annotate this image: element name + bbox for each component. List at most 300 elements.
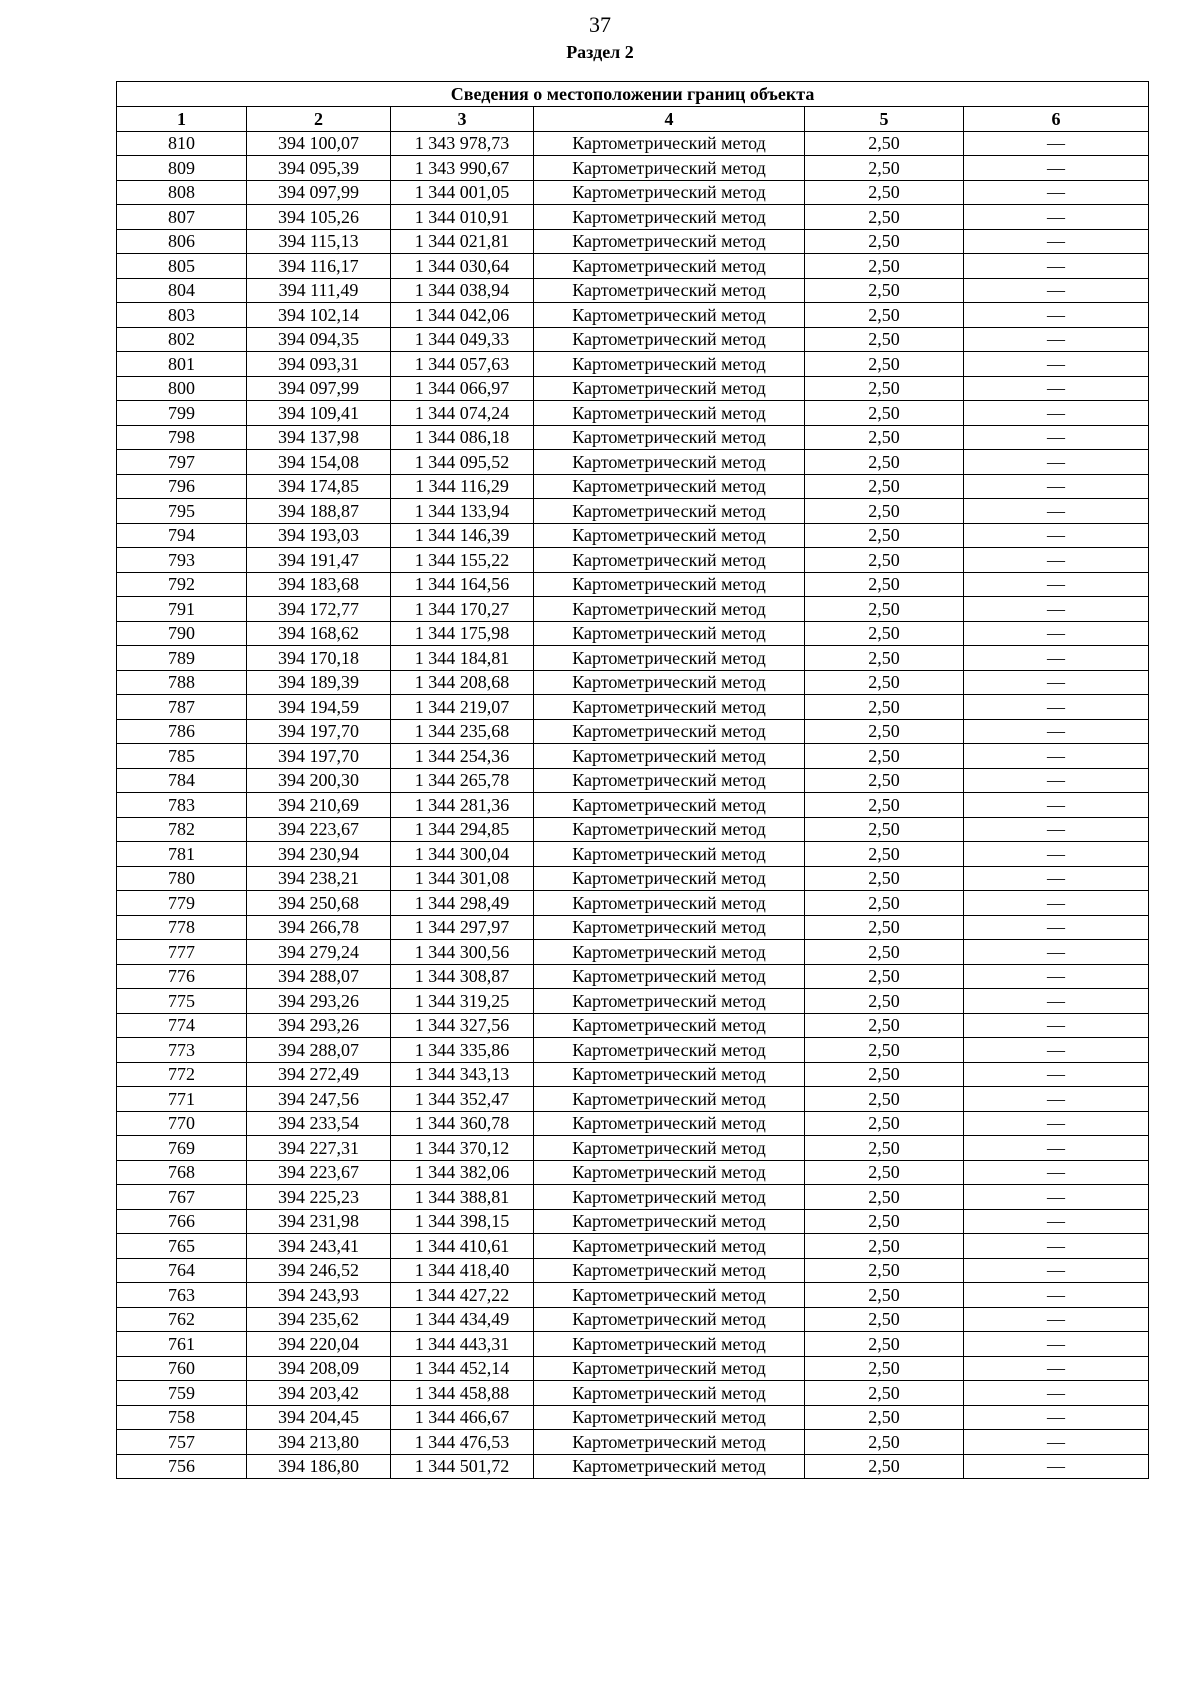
description-cell: — xyxy=(964,719,1149,744)
method-cell: Картометрический метод xyxy=(534,670,805,695)
table-caption-row xyxy=(117,82,1149,107)
point-number-cell: 787 xyxy=(117,695,247,720)
y-coordinate-cell: 1 343 978,73 xyxy=(391,131,534,156)
table-row xyxy=(117,744,1149,769)
method-cell: Картометрический метод xyxy=(534,1111,805,1136)
y-coordinate-cell: 1 344 175,98 xyxy=(391,621,534,646)
description-cell: — xyxy=(964,474,1149,499)
accuracy-cell: 2,50 xyxy=(805,523,964,548)
y-coordinate-cell: 1 344 038,94 xyxy=(391,278,534,303)
table-row xyxy=(117,572,1149,597)
description-cell: — xyxy=(964,131,1149,156)
accuracy-cell: 2,50 xyxy=(805,1136,964,1161)
method-cell: Картометрический метод xyxy=(534,1062,805,1087)
x-coordinate-cell: 394 172,77 xyxy=(247,597,391,622)
method-cell: Картометрический метод xyxy=(534,866,805,891)
accuracy-cell: 2,50 xyxy=(805,1258,964,1283)
method-cell: Картометрический метод xyxy=(534,156,805,181)
table-row xyxy=(117,621,1149,646)
y-coordinate-cell: 1 344 301,08 xyxy=(391,866,534,891)
description-cell: — xyxy=(964,156,1149,181)
method-cell: Картометрический метод xyxy=(534,1430,805,1455)
table-row xyxy=(117,131,1149,156)
y-coordinate-cell: 1 344 335,86 xyxy=(391,1038,534,1063)
y-coordinate-cell: 1 344 001,05 xyxy=(391,180,534,205)
x-coordinate-cell: 394 094,35 xyxy=(247,327,391,352)
column-header: 4 xyxy=(534,107,805,132)
y-coordinate-cell: 1 344 443,31 xyxy=(391,1332,534,1357)
accuracy-cell: 2,50 xyxy=(805,499,964,524)
x-coordinate-cell: 394 293,26 xyxy=(247,1013,391,1038)
table-row xyxy=(117,842,1149,867)
x-coordinate-cell: 394 213,80 xyxy=(247,1430,391,1455)
y-coordinate-cell: 1 344 254,36 xyxy=(391,744,534,769)
method-cell: Картометрический метод xyxy=(534,1405,805,1430)
x-coordinate-cell: 394 189,39 xyxy=(247,670,391,695)
accuracy-cell: 2,50 xyxy=(805,156,964,181)
y-coordinate-cell: 1 344 042,06 xyxy=(391,303,534,328)
y-coordinate-cell: 1 344 327,56 xyxy=(391,1013,534,1038)
table-row xyxy=(117,352,1149,377)
method-cell: Картометрический метод xyxy=(534,572,805,597)
description-cell: — xyxy=(964,572,1149,597)
method-cell: Картометрический метод xyxy=(534,205,805,230)
method-cell: Картометрический метод xyxy=(534,1038,805,1063)
accuracy-cell: 2,50 xyxy=(805,1430,964,1455)
table-row xyxy=(117,793,1149,818)
description-cell: — xyxy=(964,964,1149,989)
x-coordinate-cell: 394 200,30 xyxy=(247,768,391,793)
accuracy-cell: 2,50 xyxy=(805,744,964,769)
description-cell: — xyxy=(964,670,1149,695)
x-coordinate-cell: 394 093,31 xyxy=(247,352,391,377)
method-cell: Картометрический метод xyxy=(534,401,805,426)
point-number-cell: 797 xyxy=(117,450,247,475)
table-row xyxy=(117,1234,1149,1259)
point-number-cell: 790 xyxy=(117,621,247,646)
table-row xyxy=(117,327,1149,352)
point-number-cell: 795 xyxy=(117,499,247,524)
point-number-cell: 786 xyxy=(117,719,247,744)
accuracy-cell: 2,50 xyxy=(805,695,964,720)
y-coordinate-cell: 1 344 146,39 xyxy=(391,523,534,548)
description-cell: — xyxy=(964,229,1149,254)
table-row xyxy=(117,474,1149,499)
x-coordinate-cell: 394 197,70 xyxy=(247,719,391,744)
table-row xyxy=(117,1283,1149,1308)
y-coordinate-cell: 1 344 452,14 xyxy=(391,1356,534,1381)
point-number-cell: 779 xyxy=(117,891,247,916)
description-cell: — xyxy=(964,327,1149,352)
y-coordinate-cell: 1 344 155,22 xyxy=(391,548,534,573)
column-header: 2 xyxy=(247,107,391,132)
method-cell: Картометрический метод xyxy=(534,1283,805,1308)
table-row xyxy=(117,1405,1149,1430)
x-coordinate-cell: 394 116,17 xyxy=(247,254,391,279)
point-number-cell: 796 xyxy=(117,474,247,499)
point-number-cell: 762 xyxy=(117,1307,247,1332)
method-cell: Картометрический метод xyxy=(534,793,805,818)
method-cell: Картометрический метод xyxy=(534,1185,805,1210)
point-number-cell: 803 xyxy=(117,303,247,328)
description-cell: — xyxy=(964,646,1149,671)
point-number-cell: 770 xyxy=(117,1111,247,1136)
description-cell: — xyxy=(964,866,1149,891)
description-cell: — xyxy=(964,1013,1149,1038)
boundary-coordinates-table xyxy=(116,81,1149,1479)
point-number-cell: 782 xyxy=(117,817,247,842)
accuracy-cell: 2,50 xyxy=(805,254,964,279)
column-header: 6 xyxy=(964,107,1149,132)
table-row xyxy=(117,891,1149,916)
column-header: 5 xyxy=(805,107,964,132)
accuracy-cell: 2,50 xyxy=(805,180,964,205)
accuracy-cell: 2,50 xyxy=(805,842,964,867)
accuracy-cell: 2,50 xyxy=(805,1332,964,1357)
accuracy-cell: 2,50 xyxy=(805,229,964,254)
point-number-cell: 773 xyxy=(117,1038,247,1063)
description-cell: — xyxy=(964,1356,1149,1381)
accuracy-cell: 2,50 xyxy=(805,1454,964,1479)
table-row xyxy=(117,646,1149,671)
method-cell: Картометрический метод xyxy=(534,352,805,377)
table-row xyxy=(117,450,1149,475)
table-row xyxy=(117,499,1149,524)
y-coordinate-cell: 1 344 388,81 xyxy=(391,1185,534,1210)
accuracy-cell: 2,50 xyxy=(805,548,964,573)
x-coordinate-cell: 394 246,52 xyxy=(247,1258,391,1283)
accuracy-cell: 2,50 xyxy=(805,793,964,818)
description-cell: — xyxy=(964,425,1149,450)
description-cell: — xyxy=(964,205,1149,230)
description-cell: — xyxy=(964,793,1149,818)
method-cell: Картометрический метод xyxy=(534,1307,805,1332)
x-coordinate-cell: 394 225,23 xyxy=(247,1185,391,1210)
method-cell: Картометрический метод xyxy=(534,1160,805,1185)
table-row xyxy=(117,1185,1149,1210)
method-cell: Картометрический метод xyxy=(534,719,805,744)
y-coordinate-cell: 1 344 095,52 xyxy=(391,450,534,475)
accuracy-cell: 2,50 xyxy=(805,964,964,989)
x-coordinate-cell: 394 227,31 xyxy=(247,1136,391,1161)
y-coordinate-cell: 1 344 308,87 xyxy=(391,964,534,989)
description-cell: — xyxy=(964,1307,1149,1332)
description-cell: — xyxy=(964,1136,1149,1161)
table-row xyxy=(117,695,1149,720)
method-cell: Картометрический метод xyxy=(534,1087,805,1112)
method-cell: Картометрический метод xyxy=(534,1381,805,1406)
x-coordinate-cell: 394 210,69 xyxy=(247,793,391,818)
description-cell: — xyxy=(964,352,1149,377)
y-coordinate-cell: 1 344 049,33 xyxy=(391,327,534,352)
y-coordinate-cell: 1 344 030,64 xyxy=(391,254,534,279)
table-row xyxy=(117,180,1149,205)
description-cell: — xyxy=(964,1209,1149,1234)
table-row xyxy=(117,229,1149,254)
method-cell: Картометрический метод xyxy=(534,621,805,646)
y-coordinate-cell: 1 344 398,15 xyxy=(391,1209,534,1234)
x-coordinate-cell: 394 238,21 xyxy=(247,866,391,891)
method-cell: Картометрический метод xyxy=(534,180,805,205)
method-cell: Картометрический метод xyxy=(534,523,805,548)
y-coordinate-cell: 1 344 352,47 xyxy=(391,1087,534,1112)
y-coordinate-cell: 1 344 466,67 xyxy=(391,1405,534,1430)
description-cell: — xyxy=(964,450,1149,475)
page-number: 37 xyxy=(589,12,611,37)
table-row xyxy=(117,1013,1149,1038)
point-number-cell: 798 xyxy=(117,425,247,450)
point-number-cell: 776 xyxy=(117,964,247,989)
description-cell: — xyxy=(964,597,1149,622)
x-coordinate-cell: 394 288,07 xyxy=(247,1038,391,1063)
point-number-cell: 806 xyxy=(117,229,247,254)
method-cell: Картометрический метод xyxy=(534,768,805,793)
table-row xyxy=(117,1160,1149,1185)
accuracy-cell: 2,50 xyxy=(805,891,964,916)
method-cell: Картометрический метод xyxy=(534,1332,805,1357)
method-cell: Картометрический метод xyxy=(534,1258,805,1283)
accuracy-cell: 2,50 xyxy=(805,989,964,1014)
y-coordinate-cell: 1 344 208,68 xyxy=(391,670,534,695)
accuracy-cell: 2,50 xyxy=(805,1405,964,1430)
x-coordinate-cell: 394 115,13 xyxy=(247,229,391,254)
accuracy-cell: 2,50 xyxy=(805,1283,964,1308)
accuracy-cell: 2,50 xyxy=(805,1111,964,1136)
method-cell: Картометрический метод xyxy=(534,964,805,989)
table-body xyxy=(117,131,1149,1479)
point-number-cell: 764 xyxy=(117,1258,247,1283)
point-number-cell: 768 xyxy=(117,1160,247,1185)
point-number-cell: 777 xyxy=(117,940,247,965)
point-number-cell: 805 xyxy=(117,254,247,279)
x-coordinate-cell: 394 272,49 xyxy=(247,1062,391,1087)
point-number-cell: 784 xyxy=(117,768,247,793)
accuracy-cell: 2,50 xyxy=(805,1087,964,1112)
table-row xyxy=(117,376,1149,401)
accuracy-cell: 2,50 xyxy=(805,866,964,891)
description-cell: — xyxy=(964,915,1149,940)
accuracy-cell: 2,50 xyxy=(805,1062,964,1087)
method-cell: Картометрический метод xyxy=(534,597,805,622)
x-coordinate-cell: 394 233,54 xyxy=(247,1111,391,1136)
description-cell: — xyxy=(964,254,1149,279)
point-number-cell: 774 xyxy=(117,1013,247,1038)
accuracy-cell: 2,50 xyxy=(805,940,964,965)
y-coordinate-cell: 1 344 434,49 xyxy=(391,1307,534,1332)
table-row xyxy=(117,989,1149,1014)
column-header: 3 xyxy=(391,107,534,132)
y-coordinate-cell: 1 344 057,63 xyxy=(391,352,534,377)
description-cell: — xyxy=(964,1405,1149,1430)
table-row xyxy=(117,1062,1149,1087)
table-row xyxy=(117,1038,1149,1063)
description-cell: — xyxy=(964,1430,1149,1455)
point-number-cell: 807 xyxy=(117,205,247,230)
method-cell: Картометрический метод xyxy=(534,989,805,1014)
point-number-cell: 793 xyxy=(117,548,247,573)
accuracy-cell: 2,50 xyxy=(805,1381,964,1406)
description-cell: — xyxy=(964,1087,1149,1112)
table-row xyxy=(117,670,1149,695)
table-row xyxy=(117,156,1149,181)
description-cell: — xyxy=(964,376,1149,401)
x-coordinate-cell: 394 097,99 xyxy=(247,376,391,401)
method-cell: Картометрический метод xyxy=(534,646,805,671)
table-row xyxy=(117,1087,1149,1112)
method-cell: Картометрический метод xyxy=(534,131,805,156)
x-coordinate-cell: 394 191,47 xyxy=(247,548,391,573)
y-coordinate-cell: 1 344 382,06 xyxy=(391,1160,534,1185)
table-row xyxy=(117,548,1149,573)
description-cell: — xyxy=(964,1062,1149,1087)
method-cell: Картометрический метод xyxy=(534,891,805,916)
method-cell: Картометрический метод xyxy=(534,1356,805,1381)
table-row xyxy=(117,768,1149,793)
description-cell: — xyxy=(964,989,1149,1014)
method-cell: Картометрический метод xyxy=(534,842,805,867)
y-coordinate-cell: 1 344 235,68 xyxy=(391,719,534,744)
description-cell: — xyxy=(964,499,1149,524)
point-number-cell: 810 xyxy=(117,131,247,156)
table-header-row xyxy=(117,107,1149,132)
y-coordinate-cell: 1 343 990,67 xyxy=(391,156,534,181)
accuracy-cell: 2,50 xyxy=(805,572,964,597)
description-cell: — xyxy=(964,1332,1149,1357)
x-coordinate-cell: 394 204,45 xyxy=(247,1405,391,1430)
y-coordinate-cell: 1 344 319,25 xyxy=(391,989,534,1014)
description-cell: — xyxy=(964,1454,1149,1479)
description-cell: — xyxy=(964,401,1149,426)
x-coordinate-cell: 394 247,56 xyxy=(247,1087,391,1112)
section-title: Раздел 2 xyxy=(566,42,634,62)
point-number-cell: 800 xyxy=(117,376,247,401)
table-row xyxy=(117,940,1149,965)
x-coordinate-cell: 394 095,39 xyxy=(247,156,391,181)
y-coordinate-cell: 1 344 164,56 xyxy=(391,572,534,597)
method-cell: Картометрический метод xyxy=(534,1454,805,1479)
table-row xyxy=(117,1307,1149,1332)
point-number-cell: 792 xyxy=(117,572,247,597)
method-cell: Картометрический метод xyxy=(534,1234,805,1259)
accuracy-cell: 2,50 xyxy=(805,670,964,695)
accuracy-cell: 2,50 xyxy=(805,1234,964,1259)
table-row xyxy=(117,401,1149,426)
point-number-cell: 809 xyxy=(117,156,247,181)
method-cell: Картометрический метод xyxy=(534,303,805,328)
x-coordinate-cell: 394 174,85 xyxy=(247,474,391,499)
accuracy-cell: 2,50 xyxy=(805,1160,964,1185)
x-coordinate-cell: 394 243,93 xyxy=(247,1283,391,1308)
table-row xyxy=(117,817,1149,842)
table-row xyxy=(117,1136,1149,1161)
point-number-cell: 783 xyxy=(117,793,247,818)
accuracy-cell: 2,50 xyxy=(805,131,964,156)
table-row xyxy=(117,866,1149,891)
description-cell: — xyxy=(964,180,1149,205)
table-caption: Сведения о местоположении границ объекта xyxy=(117,82,1149,107)
y-coordinate-cell: 1 344 300,56 xyxy=(391,940,534,965)
description-cell: — xyxy=(964,842,1149,867)
table-row xyxy=(117,964,1149,989)
y-coordinate-cell: 1 344 086,18 xyxy=(391,425,534,450)
point-number-cell: 771 xyxy=(117,1087,247,1112)
x-coordinate-cell: 394 250,68 xyxy=(247,891,391,916)
description-cell: — xyxy=(964,695,1149,720)
description-cell: — xyxy=(964,940,1149,965)
x-coordinate-cell: 394 197,70 xyxy=(247,744,391,769)
method-cell: Картометрический метод xyxy=(534,278,805,303)
y-coordinate-cell: 1 344 427,22 xyxy=(391,1283,534,1308)
point-number-cell: 769 xyxy=(117,1136,247,1161)
x-coordinate-cell: 394 111,49 xyxy=(247,278,391,303)
x-coordinate-cell: 394 168,62 xyxy=(247,621,391,646)
point-number-cell: 791 xyxy=(117,597,247,622)
y-coordinate-cell: 1 344 116,29 xyxy=(391,474,534,499)
y-coordinate-cell: 1 344 370,12 xyxy=(391,1136,534,1161)
point-number-cell: 789 xyxy=(117,646,247,671)
description-cell: — xyxy=(964,303,1149,328)
accuracy-cell: 2,50 xyxy=(805,352,964,377)
point-number-cell: 778 xyxy=(117,915,247,940)
method-cell: Картометрический метод xyxy=(534,474,805,499)
description-cell: — xyxy=(964,1185,1149,1210)
x-coordinate-cell: 394 235,62 xyxy=(247,1307,391,1332)
x-coordinate-cell: 394 105,26 xyxy=(247,205,391,230)
table-row xyxy=(117,915,1149,940)
method-cell: Картометрический метод xyxy=(534,376,805,401)
y-coordinate-cell: 1 344 501,72 xyxy=(391,1454,534,1479)
x-coordinate-cell: 394 137,98 xyxy=(247,425,391,450)
point-number-cell: 804 xyxy=(117,278,247,303)
y-coordinate-cell: 1 344 170,27 xyxy=(391,597,534,622)
description-cell: — xyxy=(964,817,1149,842)
method-cell: Картометрический метод xyxy=(534,548,805,573)
table-row xyxy=(117,205,1149,230)
y-coordinate-cell: 1 344 343,13 xyxy=(391,1062,534,1087)
accuracy-cell: 2,50 xyxy=(805,646,964,671)
method-cell: Картометрический метод xyxy=(534,915,805,940)
y-coordinate-cell: 1 344 297,97 xyxy=(391,915,534,940)
point-number-cell: 788 xyxy=(117,670,247,695)
table-row xyxy=(117,597,1149,622)
x-coordinate-cell: 394 183,68 xyxy=(247,572,391,597)
point-number-cell: 775 xyxy=(117,989,247,1014)
description-cell: — xyxy=(964,891,1149,916)
x-coordinate-cell: 394 223,67 xyxy=(247,1160,391,1185)
y-coordinate-cell: 1 344 010,91 xyxy=(391,205,534,230)
y-coordinate-cell: 1 344 281,36 xyxy=(391,793,534,818)
column-header: 1 xyxy=(117,107,247,132)
y-coordinate-cell: 1 344 418,40 xyxy=(391,1258,534,1283)
method-cell: Картометрический метод xyxy=(534,695,805,720)
method-cell: Картометрический метод xyxy=(534,327,805,352)
x-coordinate-cell: 394 293,26 xyxy=(247,989,391,1014)
point-number-cell: 759 xyxy=(117,1381,247,1406)
x-coordinate-cell: 394 194,59 xyxy=(247,695,391,720)
accuracy-cell: 2,50 xyxy=(805,1307,964,1332)
y-coordinate-cell: 1 344 300,04 xyxy=(391,842,534,867)
x-coordinate-cell: 394 203,42 xyxy=(247,1381,391,1406)
accuracy-cell: 2,50 xyxy=(805,719,964,744)
x-coordinate-cell: 394 243,41 xyxy=(247,1234,391,1259)
method-cell: Картометрический метод xyxy=(534,1013,805,1038)
method-cell: Картометрический метод xyxy=(534,254,805,279)
method-cell: Картометрический метод xyxy=(534,940,805,965)
method-cell: Картометрический метод xyxy=(534,425,805,450)
y-coordinate-cell: 1 344 219,07 xyxy=(391,695,534,720)
description-cell: — xyxy=(964,1111,1149,1136)
table-row xyxy=(117,254,1149,279)
